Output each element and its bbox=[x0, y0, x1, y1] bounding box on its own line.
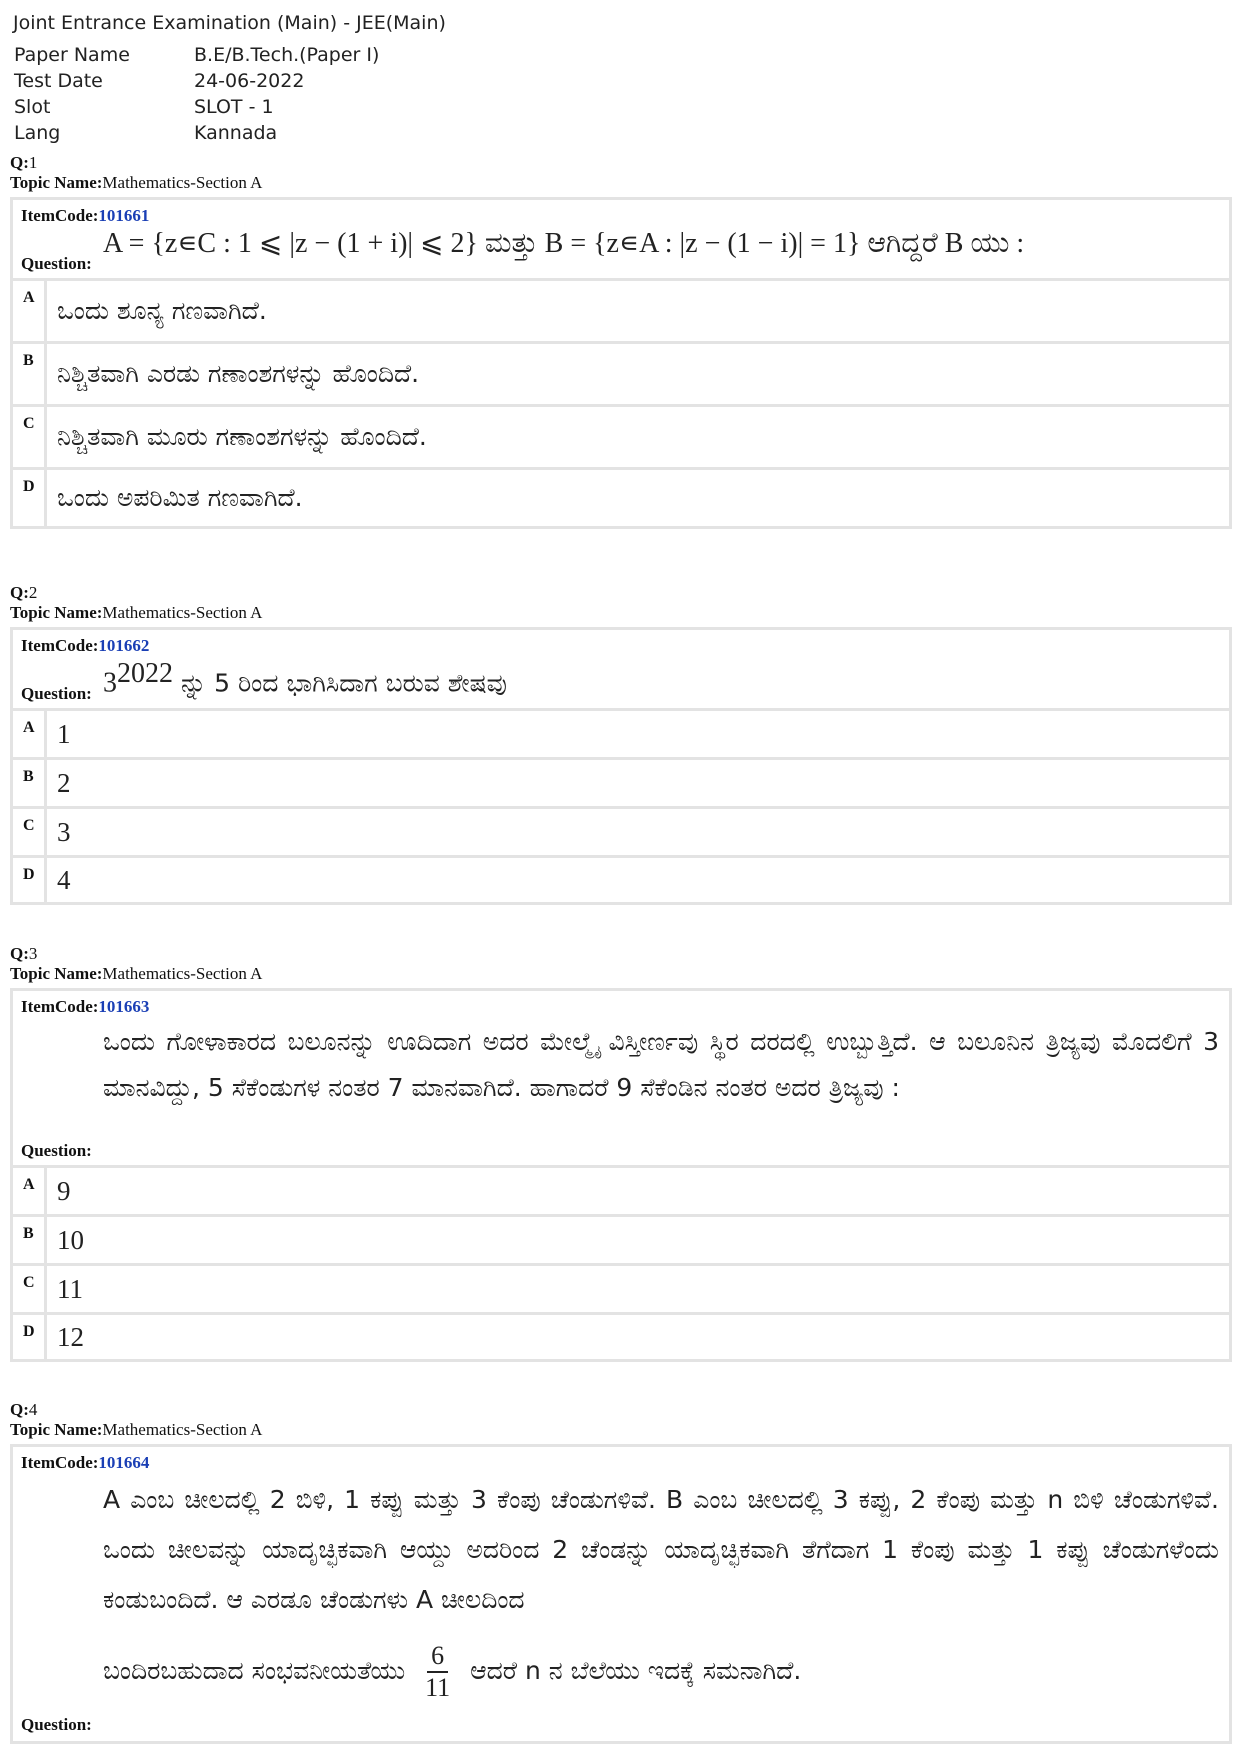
meta-value: 24-06-2022 bbox=[194, 70, 305, 92]
option-text: ನಿಶ್ಚಿತವಾಗಿ ಎರಡು ಗಣಾಂಶಗಳನ್ನು ಹೊಂದಿದೆ. bbox=[57, 359, 420, 388]
meta-value: B.E/B.Tech.(Paper I) bbox=[194, 44, 380, 66]
question-body bbox=[13, 656, 1229, 708]
question-body bbox=[13, 1473, 1229, 1739]
meta-key: Paper Name bbox=[14, 44, 130, 66]
option-text: 10 bbox=[57, 1224, 84, 1255]
option-text: 11 bbox=[57, 1273, 83, 1304]
option-text: 1 bbox=[57, 718, 71, 749]
option-c[interactable] bbox=[13, 404, 1229, 467]
meta-row-slot bbox=[13, 94, 446, 120]
question-label: Question: bbox=[21, 684, 92, 703]
question-box bbox=[10, 627, 1232, 905]
item-code: ItemCode:101664 bbox=[21, 1453, 150, 1472]
option-d[interactable] bbox=[13, 467, 1229, 526]
meta-row-lang bbox=[13, 120, 446, 146]
meta-value: SLOT - 1 bbox=[194, 96, 274, 118]
option-b[interactable] bbox=[13, 341, 1229, 404]
question-text: ಒಂದು ಗೋಳಾಕಾರದ ಬಲೂನನ್ನು ಊದಿದಾಗ ಅದರ ಮೇಲ್ಮೈ ವಿಸ್ತೀರ್ಣವು ಸ್ಥಿರ ದರದಲ್ಲಿ ಉಬ್ಬುತ್ತಿದೆ. ಆ ಬಲೂನಿನ ತ್ರಿಜ್ಯವು ಮೊದಲಿಗೆ 3 ಮಾನವಿದ್ದು, 5 ಸೆಕೆಂಡುಗಳ ನಂತರ 7 ಮಾನವಾಗಿದೆ. ಹಾಗಾದರೆ 9 ಸೆಕೆಂಡಿನ ನಂತರ ಅದರ ತ್ರಿಜ್ಯವು : bbox=[103, 1027, 1219, 1102]
question-number: Q:1 bbox=[10, 153, 38, 172]
topic-line: Topic Name:Mathematics-Section A bbox=[10, 173, 263, 192]
item-code: ItemCode:101662 bbox=[21, 636, 150, 655]
question-block-1 bbox=[10, 153, 1232, 529]
option-letter: B bbox=[13, 760, 47, 806]
topic-line: Topic Name:Mathematics-Section A bbox=[10, 603, 263, 622]
option-text: 3 bbox=[57, 816, 71, 847]
question-text-main: A ಎಂಬ ಚೀಲದಲ್ಲಿ 2 ಬಿಳಿ, 1 ಕಪ್ಪು ಮತ್ತು 3 ಕೆಂಪು ಚೆಂಡುಗಳಿವೆ. B ಎಂಬ ಚೀಲದಲ್ಲಿ 3 ಕಪ್ಪು, 2 ಕೆಂಪು ಮತ್ತು n ಬಿಳಿ ಚೆಂಡುಗಳಿವೆ. ಒಂದು ಚೀಲವನ್ನು ಯಾದೃಚ್ಛಿಕವಾಗಿ ಆಯ್ದು ಅದರಿಂದ 2 ಚೆಂಡನ್ನು ಯಾದೃಚ್ಛಿಕವಾಗಿ ತೆಗೆದಾಗ 1 ಕೆಂಪು ಮತ್ತು 1 ಕಪ್ಪು ಚೆಂಡುಗಳೆಂದು ಕಂಡುಬಂದಿದೆ. ಆ ಎರಡೂ ಚೆಂಡುಗಳು A ಚೀಲದಿಂದ bbox=[103, 1485, 1219, 1614]
option-letter: A bbox=[13, 281, 47, 341]
option-text: 12 bbox=[57, 1321, 84, 1352]
topic-line: Topic Name:Mathematics-Section A bbox=[10, 964, 263, 983]
topic-line: Topic Name:Mathematics-Section A bbox=[10, 1420, 263, 1439]
option-c[interactable] bbox=[13, 1263, 1229, 1312]
option-text: ನಿಶ್ಚಿತವಾಗಿ ಮೂರು ಗಣಾಂಶಗಳನ್ನು ಹೊಂದಿದೆ. bbox=[57, 422, 427, 451]
question-body bbox=[13, 1017, 1229, 1165]
option-text: 2 bbox=[57, 767, 71, 798]
option-letter: A bbox=[13, 711, 47, 757]
option-text: 9 bbox=[57, 1175, 71, 1206]
option-letter: D bbox=[13, 1315, 47, 1359]
option-d[interactable] bbox=[13, 855, 1229, 902]
item-code: ItemCode:101661 bbox=[21, 206, 150, 225]
question-label: Question: bbox=[21, 1715, 92, 1734]
option-letter: A bbox=[13, 1168, 47, 1214]
option-text: ಒಂದು ಶೂನ್ಯ ಗಣವಾಗಿದೆ. bbox=[57, 296, 267, 325]
option-b[interactable] bbox=[13, 1214, 1229, 1263]
option-letter: C bbox=[13, 809, 47, 855]
option-a[interactable] bbox=[13, 278, 1229, 341]
meta-row-test-date bbox=[13, 68, 446, 94]
question-text: $3^{2022}$ ನ್ನು 5 ರಿಂದ ಭಾಗಿಸಿದಾಗ ಬರುವ ಶೇಷವು bbox=[103, 658, 508, 699]
option-letter: B bbox=[13, 1217, 47, 1263]
option-d[interactable] bbox=[13, 1312, 1229, 1359]
meta-key: Slot bbox=[14, 96, 51, 118]
exam-header bbox=[13, 10, 446, 146]
fraction: $\frac{6}{11}$ bbox=[425, 1641, 451, 1702]
question-block-2 bbox=[10, 583, 1232, 905]
meta-value: Kannada bbox=[194, 122, 278, 144]
option-text: 4 bbox=[57, 864, 71, 895]
option-c[interactable] bbox=[13, 806, 1229, 855]
question-text-fraction-line: ಬಂದಿರಬಹುದಾದ ಸಂಭವನೀಯತೆಯು $\frac{6}{11}$ ಆದರೆ n ನ ಬೆಲೆಯು ಇದಕ್ಕೆ ಸಮನಾಗಿದೆ. bbox=[103, 1641, 802, 1702]
meta-key: Test Date bbox=[14, 70, 103, 92]
question-box bbox=[10, 197, 1232, 529]
question-text bbox=[103, 1473, 1219, 1703]
question-body bbox=[13, 226, 1229, 278]
question-number: Q:2 bbox=[10, 583, 38, 602]
option-text: ಒಂದು ಅಪರಿಮಿತ ಗಣವಾಗಿದೆ. bbox=[57, 483, 303, 512]
item-code: ItemCode:101663 bbox=[21, 997, 150, 1016]
option-letter: D bbox=[13, 858, 47, 902]
meta-row-paper-name bbox=[13, 42, 446, 68]
question-box bbox=[10, 1444, 1232, 1744]
option-a[interactable] bbox=[13, 1165, 1229, 1214]
option-letter: C bbox=[13, 407, 47, 467]
option-a[interactable] bbox=[13, 708, 1229, 757]
question-text: A = {z∊C : 1 ⩽ |z − (1 + i)| ⩽ 2} ಮತ್ತು B = {z∊A : |z − (1 − i)| = 1} ಆಗಿದ್ದರೆ B ಯು : bbox=[103, 228, 1025, 259]
question-label: Question: bbox=[21, 254, 92, 273]
question-box bbox=[10, 988, 1232, 1362]
question-block-3 bbox=[10, 944, 1232, 1362]
option-letter: B bbox=[13, 344, 47, 404]
option-letter: D bbox=[13, 470, 47, 526]
option-letter: C bbox=[13, 1266, 47, 1312]
exam-title: Joint Entrance Examination (Main) - JEE(Main) bbox=[13, 12, 446, 34]
meta-key: Lang bbox=[14, 122, 61, 144]
option-b[interactable] bbox=[13, 757, 1229, 806]
question-number: Q:3 bbox=[10, 944, 38, 963]
question-block-4 bbox=[10, 1400, 1232, 1744]
question-label: Question: bbox=[21, 1141, 92, 1160]
question-number: Q:4 bbox=[10, 1400, 38, 1419]
